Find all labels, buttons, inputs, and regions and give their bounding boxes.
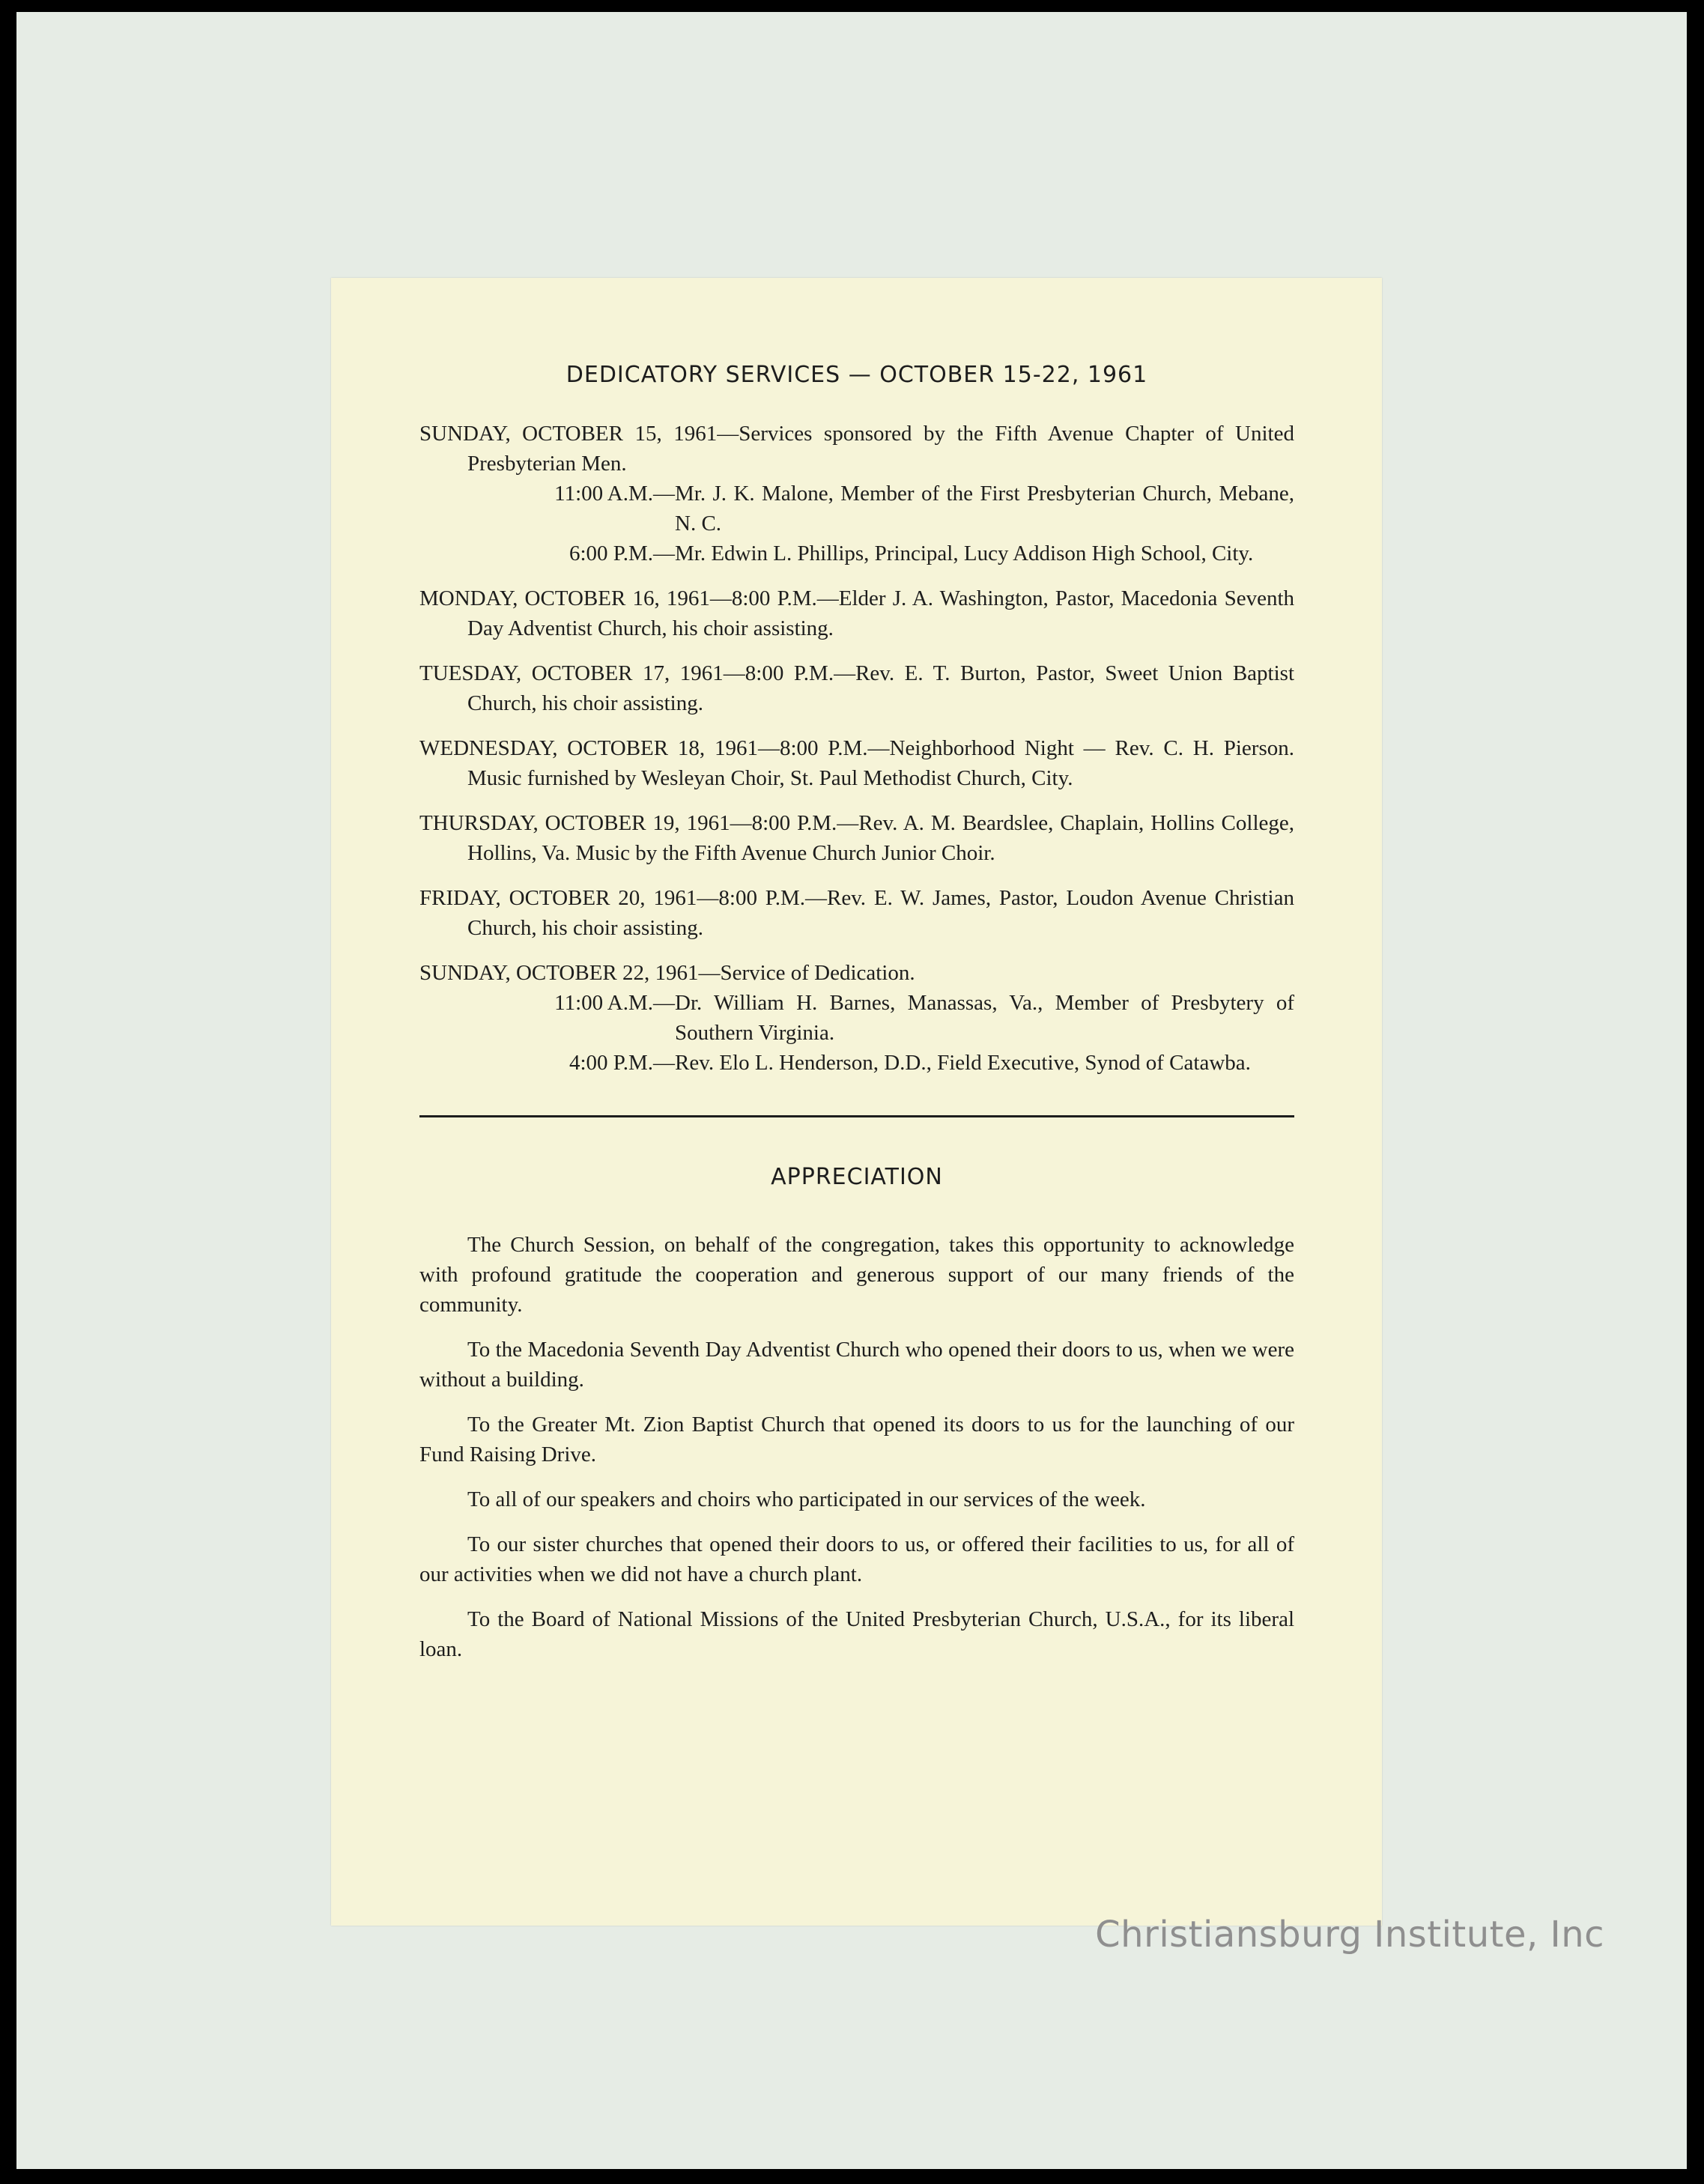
appreciation-paragraph: To our sister churches that opened their doors to us, or offered their facilities to us, for all of our activities when we did not have a church plant. [419,1532,1294,1586]
service-day-text: SUNDAY, OCTOBER 15, 1961—Services sponsored by the Fifth Avenue Chapter of United Presbyterian Men. [419,422,1294,476]
session-description: Dr. William H. Barnes, Manassas, Va., Member of Presbytery of Southern Virginia. [675,991,1294,1045]
appreciation-heading: APPRECIATION [771,1164,943,1190]
service-session [509,988,1294,1048]
session-dash: — [653,542,675,565]
session-time: 6:00 P.M. [568,542,653,565]
watermark: Christiansburg Institute, Inc [1095,1914,1604,1956]
service-day-friday-oct-20 [419,883,1294,943]
session-description: Rev. Elo L. Henderson, D.D., Field Executive, Synod of Catawba. [675,1051,1251,1075]
session-dash: — [653,482,675,506]
service-day-monday-oct-16 [419,583,1294,643]
service-day-text: WEDNESDAY, OCTOBER 18, 1961—8:00 P.M.—Neighborhood Night — Rev. C. H. Pierson. Music furnished by Wesleyan Choir, St. Paul Methodist Church, City. [419,736,1294,790]
session-time: 11:00 A.M. [554,991,653,1015]
service-day-sunday-oct-15 [419,419,1294,568]
service-day-sunday-oct-22 [419,958,1294,1078]
session-dash: — [653,1051,675,1075]
session-time: 11:00 A.M. [554,482,653,506]
service-day-tuesday-oct-17 [419,658,1294,718]
service-day-thursday-oct-19 [419,808,1294,868]
mount-board [16,12,1687,2169]
session-time: 4:00 P.M. [568,1051,653,1075]
service-session [509,539,1294,568]
service-day-wednesday-oct-18 [419,733,1294,793]
appreciation-paragraph: To the Macedonia Seventh Day Adventist Church who opened their doors to us, when we were without a building. [419,1338,1294,1392]
session-dash: — [653,991,675,1015]
program-page [331,278,1382,1926]
page-title: DEDICATORY SERVICES — OCTOBER 15-22, 1961 [566,362,1148,388]
service-session [509,1048,1294,1078]
appreciation-paragraph: To all of our speakers and choirs who participated in our services of the week. [467,1487,1146,1511]
session-description: Mr. Edwin L. Phillips, Principal, Lucy Addison High School, City. [675,542,1254,565]
service-day-text: THURSDAY, OCTOBER 19, 1961—8:00 P.M.—Rev. A. M. Beardslee, Chaplain, Hollins College, Hollins, Va. Music by the Fifth Avenue Church Junior Choir. [419,811,1294,865]
service-day-text: TUESDAY, OCTOBER 17, 1961—8:00 P.M.—Rev. E. T. Burton, Pastor, Sweet Union Baptist Church, his choir assisting. [419,661,1294,715]
service-day-text: FRIDAY, OCTOBER 20, 1961—8:00 P.M.—Rev. E. W. James, Pastor, Loudon Avenue Christian Church, his choir assisting. [419,886,1294,940]
service-day-text: MONDAY, OCTOBER 16, 1961—8:00 P.M.—Elder J. A. Washington, Pastor, Macedonia Seventh Day Adventist Church, his choir assisting. [419,586,1294,640]
appreciation-paragraph: To the Greater Mt. Zion Baptist Church that opened its doors to us for the launching of our Fund Raising Drive. [419,1413,1294,1466]
appreciation-paragraph: The Church Session, on behalf of the congregation, takes this opportunity to acknowledge with profound gratitude the cooperation and generous support of our many friends of the community. [419,1233,1294,1317]
section-divider [419,1115,1294,1117]
session-description: Mr. J. K. Malone, Member of the First Presbyterian Church, Mebane, N. C. [675,482,1294,536]
service-session [509,479,1294,539]
service-day-text: SUNDAY, OCTOBER 22, 1961—Service of Dedication. [419,961,915,985]
program-content [419,360,1294,1679]
appreciation-paragraph: To the Board of National Missions of the United Presbyterian Church, U.S.A., for its liberal loan. [419,1607,1294,1661]
